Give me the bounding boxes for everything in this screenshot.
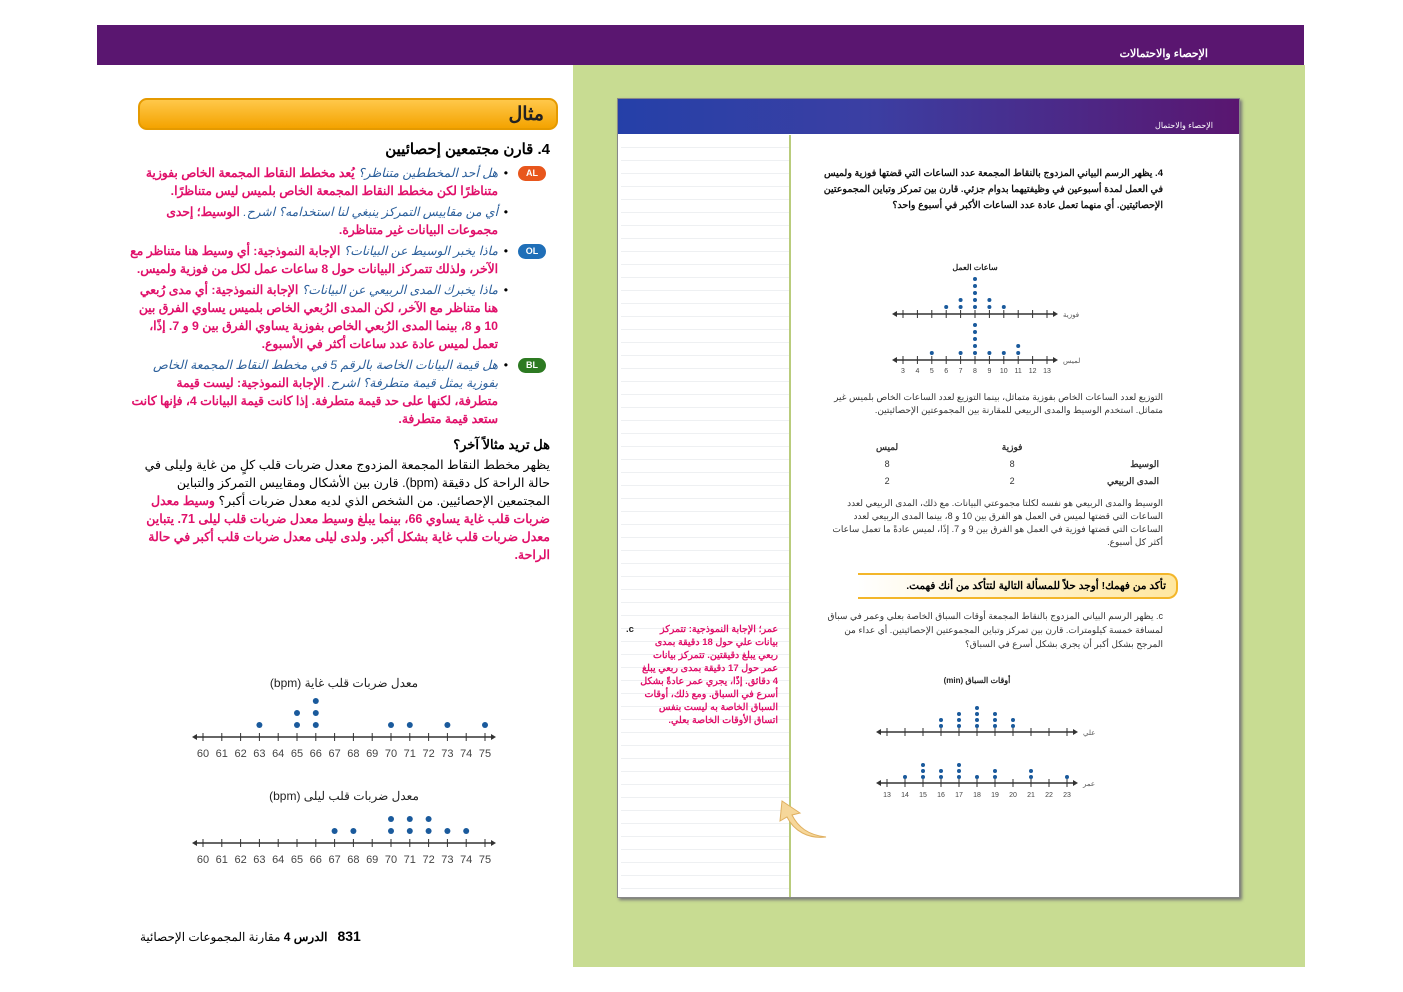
data-point: [975, 718, 979, 722]
data-point: [973, 323, 977, 327]
data-point: [407, 816, 413, 822]
dot-plot-laila: [190, 782, 510, 882]
bullet-icon: •: [503, 244, 508, 258]
data-point: [444, 828, 450, 834]
arrow-icon: [778, 799, 828, 839]
data-point: [332, 828, 338, 834]
data-point: [987, 351, 991, 355]
cell: 8: [884, 459, 890, 469]
tick-label: 13: [1043, 368, 1051, 375]
data-point: [973, 291, 977, 295]
data-point: [294, 722, 300, 728]
question: ماذا يخبرك المدى الربيعي عن البيانات؟: [301, 283, 498, 297]
answer: الإجابة النموذجية: ليست قيمة متطرفة، لكنها على حد قيمة متطرفة. إذا كانت قيمة البيانات 4، فإنها كانت ستعد قيمة متطرفة.: [131, 376, 498, 426]
discussion-item: [130, 203, 560, 239]
answer: الإجابة النموذجية: أي مدى رُبعي هنا متناظر مع الآخر، لكن المدى الرُبعي الخاص بلميس يساوي الفرق بين 10 و 8، بينما المدى الرُبعي الخاص بفوزية يساوي الفرق بين 9 و 7. إذًا، تعمل لميس عادة عدد ساعات أكثر في الأسبوع.: [138, 283, 498, 351]
data-point: [973, 351, 977, 355]
tick-label: 66: [309, 748, 322, 760]
data-point: [407, 828, 413, 834]
data-point: [975, 775, 979, 779]
data-point: [921, 769, 925, 773]
tick-label: 61: [215, 748, 228, 760]
tick-label: 12: [1028, 368, 1037, 375]
tick-label: 71: [403, 748, 416, 760]
data-point: [1016, 344, 1020, 348]
data-point: [975, 724, 979, 728]
answer-label: c.: [626, 624, 634, 635]
data-point: [256, 722, 262, 728]
tick-label: 64: [272, 854, 285, 866]
data-point: [959, 305, 963, 309]
tick-label: 13: [883, 792, 891, 799]
notes-column: [621, 135, 791, 897]
data-point: [973, 284, 977, 288]
tick-label: 18: [973, 792, 981, 799]
data-point: [993, 724, 997, 728]
row-label: الوسيط: [1130, 459, 1159, 469]
tick-label: 17: [955, 792, 963, 799]
answer: الوسيط؛ إحدى مجموعات البيانات غير متناظرة.: [166, 205, 498, 237]
data-point: [973, 277, 977, 281]
problem-title: 4. قارن مجتمعين إحصائيين: [385, 141, 550, 158]
answer-c: [626, 623, 778, 727]
data-point: [957, 769, 961, 773]
data-point: [1065, 775, 1069, 779]
tick-label: 20: [1009, 792, 1017, 799]
tick-label: 14: [901, 792, 909, 799]
data-point: [957, 718, 961, 722]
question-4: 4. يظهر الرسم البياني المزدوج بالنقاط المجمعة عدد الساعات التي قضتها فوزية ولميس في العمل لمدة أسبوعين في وظيفتيهما بدوام جزئي. قارن بين تمركز وتباين المجموعتين الإحصائيتين. أي منهما تعمل عادة عدد الساعات الأكبر في أسبوع واحد؟: [823, 168, 1163, 211]
tick-label: 7: [958, 368, 963, 375]
data-point: [975, 706, 979, 710]
data-point: [388, 722, 394, 728]
dot-plot-race-times: [870, 670, 1110, 805]
another-example-answer: وسيط معدل ضربات قلب غاية يساوي 66، بينما يبلغ وسيط معدل ضربات قلب ليلى 71. يتباين معدل ضربات قلب غاية بشكل أكبر. ولدى ليلى معدل ضربات قلب أكبر في حالة الراحة.: [146, 494, 550, 562]
discussion-item: [130, 356, 560, 428]
level-badge: OL: [518, 244, 546, 259]
chart-title: معدل ضربات قلب غاية (bpm): [269, 676, 419, 690]
tick-label: 63: [253, 854, 266, 866]
data-point: [407, 722, 413, 728]
data-point: [993, 769, 997, 773]
tick-label: 72: [422, 854, 435, 866]
data-point: [1029, 769, 1033, 773]
tick-label: 71: [403, 854, 416, 866]
answer: يُعد مخطط النقاط المجمعة الخاص بفوزية متناظرًا لكن مخطط النقاط المجمعة الخاص بلميس ليس متناظرًا.: [145, 166, 498, 198]
data-point: [939, 724, 943, 728]
question: ماذا يخبر الوسيط عن البيانات؟: [343, 244, 498, 258]
example-banner: مثال: [138, 98, 558, 130]
tick-label: 61: [215, 854, 228, 866]
tick-label: 63: [253, 748, 266, 760]
series-label: عمر: [1083, 781, 1096, 788]
tick-label: 70: [384, 854, 398, 866]
tick-label: 19: [991, 792, 999, 799]
data-point: [957, 724, 961, 728]
chart-title: أوقات السباق (min): [943, 676, 1011, 685]
cell: 2: [1009, 476, 1015, 486]
row-label: المدى الربيعي: [1107, 476, 1159, 486]
paragraph-1: التوزيع لعدد الساعات الخاص بفوزية متماثل، بينما التوزيع لعدد الساعات الخاص بلميس غير متماثل. استخدم الوسيط والمدى الربيعي للمقارنة بين المجموعتين الإحصائيتين.: [834, 392, 1163, 415]
data-point: [959, 351, 963, 355]
tick-label: 23: [1063, 792, 1071, 799]
discussion-item: [130, 242, 560, 278]
chapter-title: الإحصاء والاحتمالات: [1119, 48, 1208, 60]
data-point: [463, 828, 469, 834]
data-point: [993, 718, 997, 722]
level-badge: BL: [518, 358, 546, 373]
cell: 8: [1009, 459, 1015, 469]
data-point: [987, 305, 991, 309]
chart-title: معدل ضربات قلب ليلى (bpm): [269, 789, 419, 803]
tick-label: 6: [944, 368, 949, 375]
header-lamees: لميس: [876, 442, 899, 452]
data-point: [313, 722, 319, 728]
tick-label: 70: [384, 748, 398, 760]
tick-label: 67: [328, 854, 341, 866]
lesson-title: مقارنة المجموعات الإحصائية: [140, 930, 281, 944]
bullet-icon: •: [503, 358, 508, 372]
inner-header: [618, 99, 1239, 134]
tick-label: 60: [196, 748, 210, 760]
tick-label: 73: [441, 854, 454, 866]
another-example-title: هل تريد مثالاً آخر؟: [453, 437, 550, 452]
tick-label: 4: [915, 368, 920, 375]
bullet-icon: •: [503, 283, 508, 297]
data-point: [921, 763, 925, 767]
answer-text: عمر؛ الإجابة النموذجية: تتمركز بيانات علي حول 18 دقيقة بمدى ربعي يبلغ دقيقتين. تتمركز بيانات عمر حول 17 دقيقة بمدى ربعي يبلغ 4 دقائق. إذًا، يجري عمر عادةً بشكل أسرع في السباق. ومع ذلك، أوقات السباق الخاصة به ليست بنفس اتساق الأوقات الخاصة بعلي.: [640, 624, 778, 726]
series-label: لميس: [1063, 358, 1081, 365]
stats-table: [823, 439, 1163, 490]
data-point: [957, 763, 961, 767]
check-understanding-banner: تأكد من فهمك! أوجد حلاً للمسألة التالية لتتأكد من أنك فهمت.: [858, 573, 1178, 599]
dot-plot-work-hours: [885, 258, 1095, 383]
header-fawzia: فوزية: [1001, 442, 1023, 452]
inner-title: الإحصاء والاحتمال: [1155, 121, 1213, 130]
data-point: [426, 816, 432, 822]
data-point: [444, 722, 450, 728]
data-point: [975, 712, 979, 716]
left-page: [130, 98, 560, 564]
tick-label: 3: [901, 368, 905, 375]
data-point: [388, 828, 394, 834]
page-footer: [140, 928, 361, 944]
data-point: [388, 816, 394, 822]
level-badge: AL: [518, 166, 546, 181]
tick-label: 10: [999, 368, 1008, 375]
data-point: [973, 298, 977, 302]
chart-title: ساعات العمل: [952, 263, 998, 272]
data-point: [426, 828, 432, 834]
tick-label: 72: [422, 748, 435, 760]
data-point: [1011, 718, 1015, 722]
page-number: 831: [337, 928, 361, 944]
question: هل أحد المخططين متناظر؟: [358, 166, 498, 180]
data-point: [993, 712, 997, 716]
data-point: [959, 298, 963, 302]
tick-label: 65: [290, 748, 304, 760]
data-point: [1002, 305, 1006, 309]
question: هل قيمة البيانات الخاصة بالرقم 5 في مخطط النقاط المجمعة الخاص بفوزية يمثل قيمة متطرفة؟ اشرح.: [152, 358, 498, 390]
data-point: [939, 775, 943, 779]
question-c: c. يظهر الرسم البياني المزدوج بالنقاط المجمعة أوقات السباق الخاصة بعلي وعمر في سباق لمسافة خمسة كيلومترات. قارن بين تمركز وتباين المجموعتين الإحصائيتين. أي عداء من المرجح بشكل أكبر أن يجري بشكل أسرع في السباق؟: [827, 611, 1163, 649]
tick-label: 15: [919, 792, 927, 799]
another-example-text: يظهر مخطط النقاط المجمعة المزدوج معدل ضربات قلب كلٍ من غاية وليلى في حالة الراحة كل دقيقة (bpm). قارن بين الأشكال ومقاييس التمركز والتباين المجتمعين الإحصائيين. من الشخص الذي لديه معدل ضربات أكبر؟: [144, 458, 550, 508]
data-point: [294, 710, 300, 716]
dot-plot-ghaya: [190, 672, 510, 772]
data-point: [482, 722, 488, 728]
discussion-item: [130, 164, 560, 200]
tick-label: 22: [1045, 792, 1053, 799]
data-point: [957, 775, 961, 779]
tick-label: 8: [973, 368, 977, 375]
tick-label: 21: [1027, 792, 1035, 799]
data-point: [987, 298, 991, 302]
stats-table-wrap: [823, 439, 1163, 490]
cell: 2: [884, 476, 890, 486]
tick-label: 69: [366, 748, 379, 760]
tick-label: 74: [460, 748, 473, 760]
data-point: [1011, 724, 1015, 728]
tick-label: 67: [328, 748, 341, 760]
data-point: [350, 828, 356, 834]
data-point: [973, 337, 977, 341]
data-point: [973, 330, 977, 334]
tick-label: 60: [196, 854, 210, 866]
tick-label: 69: [366, 854, 379, 866]
data-point: [313, 710, 319, 716]
data-point: [921, 775, 925, 779]
answer: الإجابة النموذجية: أي وسيط هنا متناظر مع الآخر، ولذلك تتمركز البيانات حول 8 ساعات عمل لكل من فوزية ولميس.: [130, 244, 498, 276]
data-point: [1029, 775, 1033, 779]
tick-label: 74: [460, 854, 473, 866]
bullet-icon: •: [503, 166, 508, 180]
another-example: [130, 436, 560, 564]
tick-label: 75: [478, 854, 492, 866]
tick-label: 65: [290, 854, 304, 866]
data-point: [1002, 351, 1006, 355]
tick-label: 11: [1014, 368, 1022, 375]
paragraph-2: الوسيط والمدى الربيعي هو نفسه لكلتا مجموعتي البيانات. مع ذلك، المدى الربيعي لعدد الساعات التي قضتها لميس في العمل هو الفرق بين 10 و 8، بينما المدى الربيعي لعدد الساعات التي قضتها فوزية في العمل هو الفرق بين 9 و 7. إذًا، لميس عادةً ما تعمل ساعات أكثر كل أسبوع.: [832, 498, 1163, 547]
tick-label: 75: [478, 748, 492, 760]
tick-label: 68: [347, 854, 360, 866]
discussion-item: [130, 281, 560, 353]
tick-label: 68: [347, 748, 360, 760]
series-label: علي: [1083, 730, 1096, 737]
data-point: [993, 775, 997, 779]
series-label: فوزية: [1063, 312, 1080, 319]
chapter-header: [97, 25, 1304, 65]
tick-label: 62: [234, 854, 247, 866]
data-point: [1016, 351, 1020, 355]
data-point: [930, 351, 934, 355]
tick-label: 66: [309, 854, 322, 866]
tick-label: 5: [929, 368, 934, 375]
lesson-label: الدرس 4: [283, 930, 328, 944]
tick-label: 9: [987, 368, 992, 375]
data-point: [903, 775, 907, 779]
data-point: [973, 344, 977, 348]
tick-label: 62: [234, 748, 247, 760]
data-point: [957, 712, 961, 716]
data-point: [939, 769, 943, 773]
data-point: [939, 718, 943, 722]
data-point: [973, 305, 977, 309]
data-point: [944, 305, 948, 309]
question: أي من مقاييس التمركز ينبغي لنا استخدامه؟ اشرح.: [243, 205, 498, 219]
tick-label: 16: [937, 792, 945, 799]
data-point: [313, 698, 319, 704]
bullet-icon: •: [503, 205, 508, 219]
tick-label: 64: [272, 748, 285, 760]
tick-label: 73: [441, 748, 454, 760]
